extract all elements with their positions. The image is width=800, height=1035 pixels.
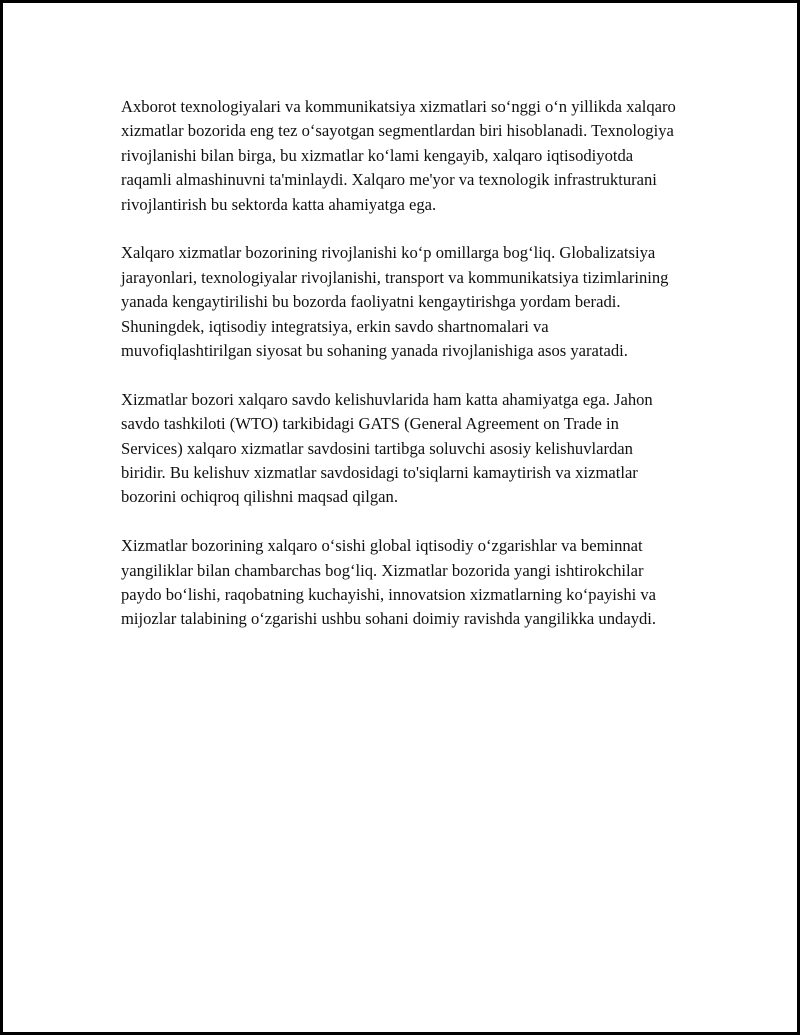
paragraph-2: Xalqaro xizmatlar bozorining rivojlanishi ko‘p omillarga bog‘liq. Globalizatsiya jarayonlari, texnologiyalar rivojlanishi, transport va kommunikatsiya tizimlarining yanada kengaytirilishi bu bozorda faoliyatni kengaytirishga yordam beradi. Shuningdek, iqtisodiy integratsiya, erkin savdo shartnomalari va muvofiqlashtirilgan siyosat bu sohaning yanada rivojlanishiga asos yaratadi. xyxy=(121,243,669,361)
document-body xyxy=(121,95,681,656)
paragraph-1: Axborot texnologiyalari va kommunikatsiya xizmatlari so‘nggi o‘n yillikda xalqaro xizmatlar bozorida eng tez o‘sayotgan segmentlardan biri hisoblanadi. Texnologiya rivojlanishi bilan birga, bu xizmatlar ko‘lami kengayib, xalqaro iqtisodiyotda raqamli almashinuvni ta'minlaydi. Xalqaro me'yor va texnologik infrastrukturani rivojlantirish bu sektorda katta ahamiyatga ega. xyxy=(121,97,676,214)
paragraph-4: Xizmatlar bozorining xalqaro o‘sishi global iqtisodiy o‘zgarishlar va beminnat yangiliklar bilan chambarchas bog‘liq. Xizmatlar bozorida yangi ishtirokchilar paydo bo‘lishi, raqobatning kuchayishi, innovatsion xizmatlarning ko‘payishi va mijozlar talabining o‘zgarishi ushbu sohani doimiy ravishda yangilikka undaydi. xyxy=(121,536,657,629)
paragraph-3: Xizmatlar bozori xalqaro savdo kelishuvlarida ham katta ahamiyatga ega. Jahon savdo tashkiloti (WTO) tarkibidagi GATS (General Agreement on Trade in Services) xalqaro xizmatlar savdosini tartibga soluvchi asosiy kelishuvlardan biridir. Bu kelishuv xizmatlar savdosidagi to'siqlarni kamaytirish va xizmatlar bozorini ochiqroq qilishni maqsad qilgan. xyxy=(121,389,653,507)
